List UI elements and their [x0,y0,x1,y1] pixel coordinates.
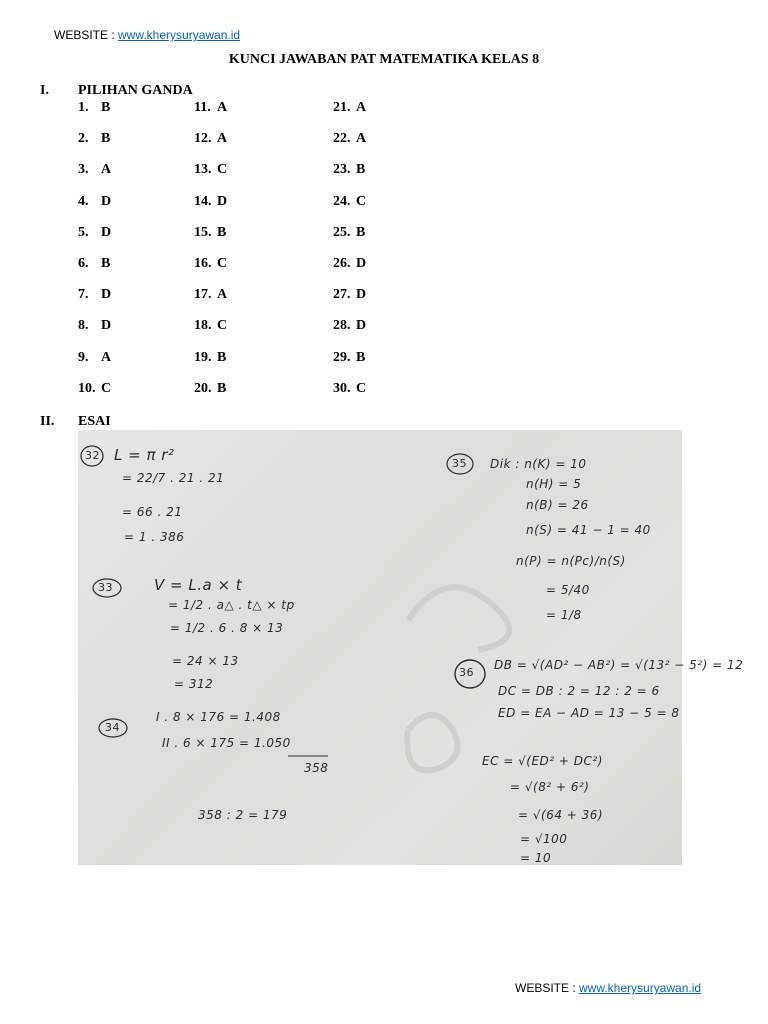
answer-item [78,194,111,210]
answer-item [78,381,111,397]
answer-item [194,350,226,366]
handwritten-line: = √100 [520,832,568,846]
handwritten-line: = √(64 + 36) [518,808,604,822]
answer-letter: B [217,224,227,240]
answer-letter: C [217,318,228,334]
footer-website-label: WEBSITE : [515,981,580,995]
answer-item [194,100,227,116]
handwritten-line: = 10 [520,851,552,865]
answer-item [333,318,366,334]
handwritten-line: = 5/40 [546,583,590,597]
answer-letter: A [356,100,367,115]
answer-letter: C [356,193,367,209]
answer-letter: C [217,162,228,178]
question-number: 12. [194,131,212,147]
answer-item [78,100,110,116]
answer-item [333,350,365,366]
answer-letter: D [101,287,112,303]
answer-letter: B [356,224,366,240]
handwritten-line: DC = DB : 2 = 12 : 2 = 6 [498,684,660,698]
answer-letter: A [217,100,228,115]
handwritten-line: 32 [85,449,100,462]
answer-letter: B [101,131,111,147]
answer-letter: C [356,380,367,396]
question-number: 18. [194,318,212,334]
paper-emboss [407,715,457,771]
answer-letter: D [101,318,112,334]
question-number: 1. [78,100,89,115]
footer-website [515,981,701,995]
answer-item [333,162,365,178]
answer-letter: D [356,287,367,303]
answer-item [78,287,111,303]
answer-item [333,256,366,272]
question-number: 2. [78,131,89,147]
answer-item [194,194,227,210]
handwritten-line: DB = √(AD² − AB²) = √(13² − 5²) = 12 [494,658,744,672]
handwritten-line: = 66 . 21 [122,505,183,519]
header-website-label: WEBSITE : [54,28,119,42]
question-number: 17. [194,287,212,303]
question-number: 21. [333,100,351,115]
answer-item [78,162,111,178]
handwritten-line: Dik : n(K) = 10 [490,457,587,471]
footer-website-link[interactable]: www.kherysuryawan.id [579,981,702,995]
handwritten-line: n(S) = 41 − 1 = 40 [526,523,651,537]
answer-item [333,381,366,397]
answer-letter: D [101,193,112,209]
question-number: 11. [194,100,211,115]
handwritten-line: = 24 × 13 [172,654,239,668]
handwritten-line: I . 8 × 176 = 1.408 [156,710,281,724]
question-number: 15. [194,224,212,240]
answer-item [194,225,226,241]
answer-letter: D [356,318,367,334]
question-number: 23. [333,162,351,178]
question-number: 19. [194,349,212,365]
answer-item [78,256,110,272]
answer-letter: B [101,256,111,271]
question-number: 20. [194,380,212,396]
handwritten-line: ED = EA − AD = 13 − 5 = 8 [498,706,680,720]
handwritten-line: = 1/2 . a△ . t△ × tp [168,598,295,612]
answer-letter: A [101,349,112,365]
answer-item [333,100,366,116]
handwritten-line: n(B) = 26 [526,498,589,512]
answer-item [333,225,365,241]
question-number: 4. [78,193,89,209]
question-number: 3. [78,162,89,178]
handwritten-line: = 312 [174,677,214,691]
answer-letter: B [356,349,366,365]
photo-marks [78,430,682,865]
question-number: 27. [333,287,351,303]
answer-item [78,350,111,366]
question-number: 30. [333,380,351,396]
header-website-link[interactable]: www.kherysuryawan.id [118,28,241,42]
document-title: KUNCI JAWABAN PAT MATEMATIKA KELAS 8 [228,52,540,67]
handwritten-line: = 1/8 [546,608,582,622]
header-website [54,28,240,42]
question-number: 14. [194,193,212,209]
answer-item [194,318,227,334]
handwritten-line: = 1 . 386 [124,530,185,544]
paper-emboss [408,587,509,650]
answer-item [194,256,227,272]
answer-letter: A [217,131,228,147]
question-number: 10. [78,380,96,396]
answer-item [194,162,227,178]
section-number: II. [40,414,55,429]
handwritten-line: = 1/2 . 6 . 8 × 13 [170,621,284,635]
handwritten-line: L = π r² [114,446,175,464]
answer-item [78,131,110,147]
handwritten-line: 33 [98,581,113,594]
handwritten-line: 36 [459,666,474,679]
section-label: PILIHAN GANDA [78,83,193,98]
handwritten-line: n(H) = 5 [526,477,582,491]
answer-letter: A [217,287,228,303]
section-number: I. [40,83,49,98]
handwritten-line: 35 [452,457,467,470]
answer-item [333,287,366,303]
answer-item [194,131,227,147]
handwritten-line: EC = √(ED² + DC²) [482,754,603,768]
answer-letter: C [217,256,228,271]
handwritten-line: = √(8² + 6²) [510,780,590,794]
answer-letter: B [217,380,227,396]
essay-answers-photo [78,430,744,865]
question-number: 25. [333,224,351,240]
answer-letter: A [101,162,112,178]
question-number: 9. [78,349,89,365]
answer-letter: D [217,193,228,209]
answer-item [194,287,227,303]
question-number: 5. [78,224,89,240]
handwritten-line: 34 [105,721,120,734]
answer-item [194,381,226,397]
handwritten-line: V = L.a × t [154,576,243,594]
answer-item [333,194,366,210]
handwritten-line: n(P) = n(Pc)/n(S) [516,554,626,568]
answer-item [333,131,366,147]
answer-letter: B [101,100,111,115]
answer-letter: B [356,162,366,178]
answer-letter: B [217,349,227,365]
question-number: 7. [78,287,89,303]
question-number: 22. [333,131,351,147]
handwritten-line: II . 6 × 175 = 1.050 [162,736,291,750]
question-number: 24. [333,193,351,209]
answer-item [78,225,111,241]
question-number: 6. [78,256,89,271]
section-label: ESAI [78,414,111,429]
question-number: 8. [78,318,89,334]
handwritten-line: 358 [304,761,329,775]
answer-letter: D [356,256,367,271]
question-number: 29. [333,349,351,365]
answer-letter: D [101,224,112,240]
question-number: 16. [194,256,212,271]
handwritten-line: = 22/7 . 21 . 21 [122,471,225,485]
question-number: 26. [333,256,351,271]
handwritten-line: 358 : 2 = 179 [198,808,288,822]
question-number: 13. [194,162,212,178]
answer-letter: C [101,380,112,396]
answer-letter: A [356,131,367,147]
question-number: 28. [333,318,351,334]
answer-item [78,318,111,334]
